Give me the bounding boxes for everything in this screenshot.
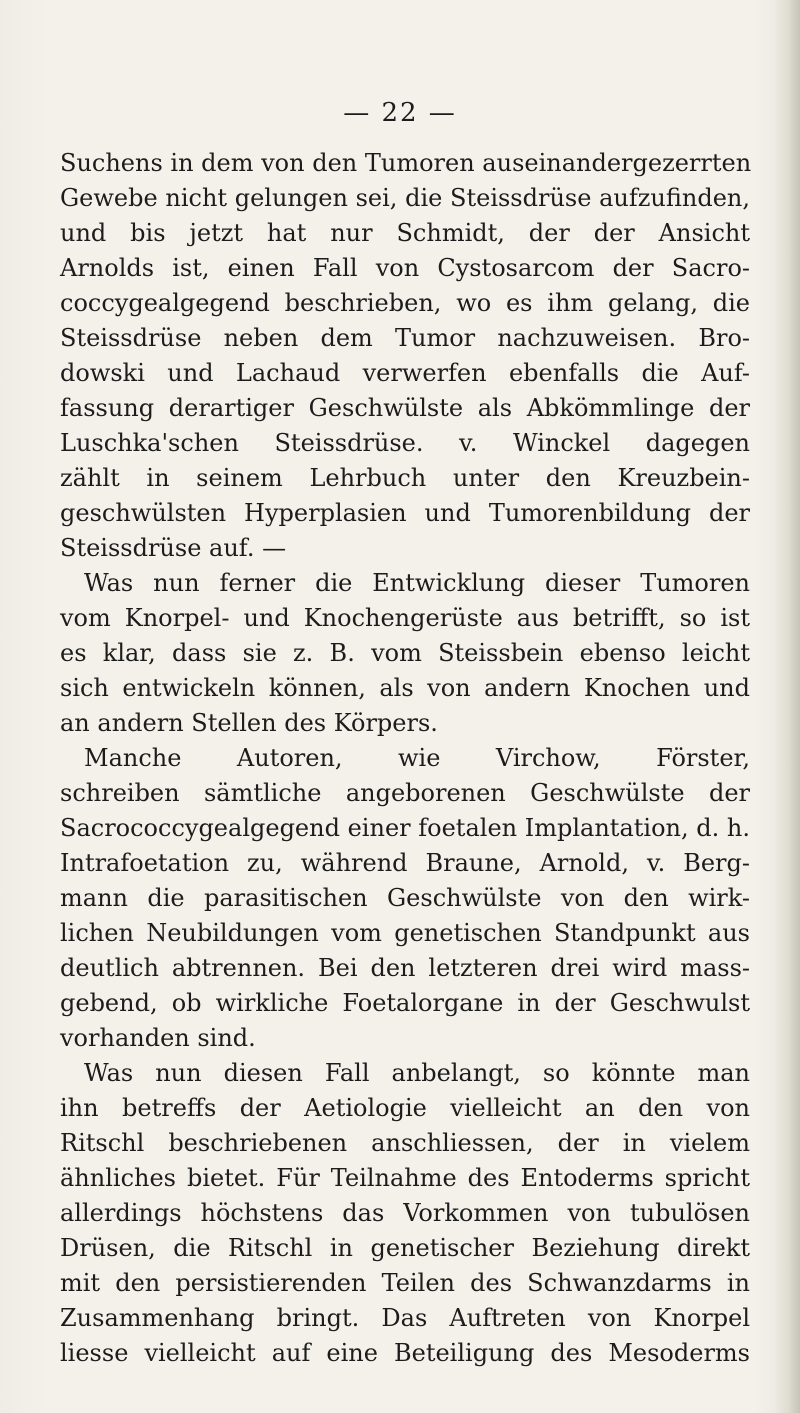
- text-line: allerdings höchstens das Vorkommen von tubulösen: [60, 1199, 750, 1227]
- text-line: mann die parasitischen Geschwülste von den wirk-: [60, 884, 750, 912]
- text-line: vom Knorpel- und Knochengerüste aus betrifft, so ist: [60, 604, 750, 632]
- paragraph-start-line: Was nun ferner die Entwicklung dieser Tumoren: [84, 569, 750, 597]
- text-line: Intrafoetation zu, während Braune, Arnold, v. Berg-: [60, 849, 750, 877]
- text-line: liesse vielleicht auf eine Beteiligung des Mesoderms: [60, 1339, 750, 1367]
- paragraph-start-line: Was nun diesen Fall anbelangt, so könnte man: [84, 1059, 750, 1087]
- text-line: an andern Stellen des Körpers.: [60, 709, 438, 737]
- page-edge-shadow: [774, 0, 800, 1413]
- text-line: es klar, dass sie z. B. vom Steissbein ebenso leicht: [60, 639, 750, 667]
- text-line: lichen Neubildungen vom genetischen Standpunkt aus: [60, 919, 750, 947]
- text-line: Drüsen, die Ritschl in genetischer Beziehung direkt: [60, 1234, 750, 1262]
- text-line: Steissdrüse neben dem Tumor nachzuweisen. Bro-: [60, 324, 750, 352]
- text-line: Gewebe nicht gelungen sei, die Steissdrüse aufzufinden,: [60, 184, 750, 212]
- text-line: zählt in seinem Lehrbuch unter den Kreuzbein-: [60, 464, 750, 492]
- text-line: geschwülsten Hyperplasien und Tumorenbildung der: [60, 499, 750, 527]
- text-line: ihn betreffs der Aetiologie vielleicht an den von: [60, 1094, 750, 1122]
- text-line: Ritschl beschriebenen anschliessen, der in vielem: [60, 1129, 750, 1157]
- text-line: Sacrococcygealgegend einer foetalen Implantation, d. h.: [60, 814, 750, 842]
- body-text: [60, 146, 750, 1371]
- text-line: Zusammenhang bringt. Das Auftreten von Knorpel: [60, 1304, 750, 1332]
- text-line: und bis jetzt hat nur Schmidt, der der Ansicht: [60, 219, 750, 247]
- text-line: gebend, ob wirkliche Foetalorgane in der Geschwulst: [60, 989, 750, 1017]
- text-line: Steissdrüse auf. —: [60, 534, 287, 562]
- page-number: — 22 —: [343, 98, 457, 128]
- text-line: Arnolds ist, einen Fall von Cystosarcom der Sacro-: [60, 254, 750, 282]
- paragraph-start-line: Manche Autoren, wie Virchow, Förster,: [84, 744, 750, 772]
- text-line: vorhanden sind.: [60, 1024, 256, 1052]
- text-line: Suchens in dem von den Tumoren auseinandergezerrten: [60, 149, 752, 177]
- text-line: deutlich abtrennen. Bei den letzteren drei wird mass-: [60, 954, 750, 982]
- text-line: Luschka'schen Steissdrüse. v. Winckel dagegen: [60, 429, 750, 457]
- text-line: fassung derartiger Geschwülste als Abkömmlinge der: [60, 394, 750, 422]
- text-line: mit den persistierenden Teilen des Schwanzdarms in: [60, 1269, 750, 1297]
- text-line: ähnliches bietet. Für Teilnahme des Entoderms spricht: [60, 1164, 750, 1192]
- text-line: coccygealgegend beschrieben, wo es ihm gelang, die: [60, 289, 750, 317]
- text-line: dowski und Lachaud verwerfen ebenfalls die Auf-: [60, 359, 750, 387]
- text-line: sich entwickeln können, als von andern Knochen und: [60, 674, 750, 702]
- text-line: schreiben sämtliche angeborenen Geschwülste der: [60, 779, 750, 807]
